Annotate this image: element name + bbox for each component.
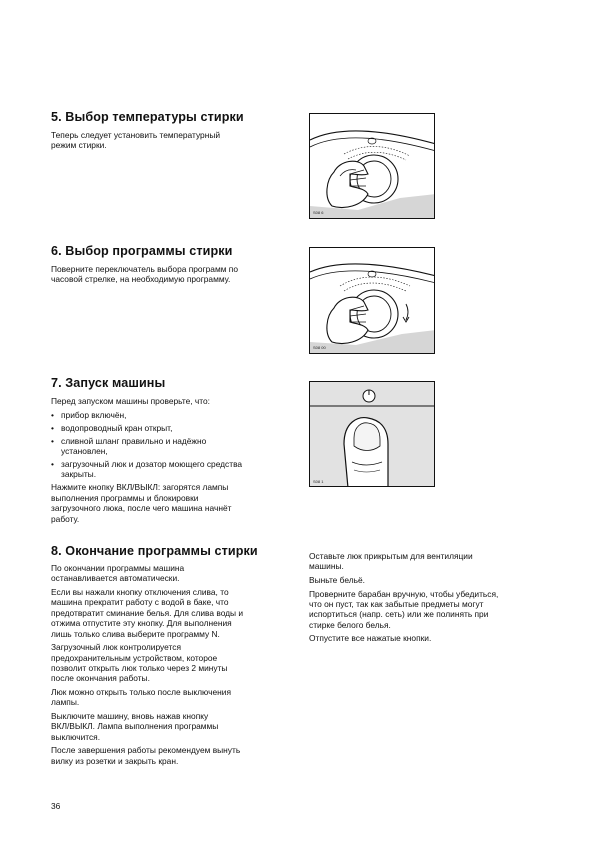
page-number: 36: [51, 801, 61, 811]
checklist-item: [51, 459, 296, 480]
section6-heading: 6. Выбор программы стирки: [51, 244, 233, 258]
text-line: Отпустите все нажатые кнопки.: [309, 633, 432, 644]
figure-code: S08 6: [313, 210, 324, 215]
program-selector-illustration: [309, 247, 435, 354]
section7-intro: Перед запуском машины проверьте, что:: [51, 396, 210, 406]
paragraph: [51, 687, 296, 708]
text-line: после окончания работы.: [51, 673, 150, 684]
paragraph: [309, 633, 549, 643]
hand-turning-selector-icon: [310, 248, 435, 354]
power-symbol: I: [368, 390, 370, 397]
text-line: Теперь следует установить температурный: [51, 130, 221, 140]
temperature-dial-illustration: [309, 113, 435, 219]
paragraph: [51, 642, 296, 684]
text-line: загрузочного люка, после чего машина начнёт: [51, 503, 232, 514]
text-line: сливной шланг правильно и надёжно: [61, 435, 207, 446]
text-line: вилку из розетки и закрыть кран.: [51, 755, 179, 766]
section7-heading: 7. Запуск машины: [51, 376, 166, 390]
figure-code: S08 00: [313, 345, 326, 350]
text-line: отжима отпустите эту кнопку. Для выполнения: [51, 618, 232, 629]
paragraph: [51, 587, 296, 639]
start-button-illustration: [309, 381, 435, 487]
text-line: позволит открыть люк только через 2 минуты: [51, 663, 228, 674]
text-line: Поверните переключатель выбора программ по: [51, 264, 238, 274]
text-line: ВКЛ/ВЫКЛ. Лампа выполнения программы: [51, 721, 219, 732]
text-line: предотвратит сминание белья. Для слива воды и: [51, 607, 244, 618]
text-line: Нажмите кнопку ВКЛ/ВЫКЛ: загорятся лампы: [51, 482, 229, 493]
section5-heading: 5. Выбор температуры стирки: [51, 110, 244, 124]
checklist: [51, 410, 296, 480]
text-line: что он пуст, так как забытые предметы могут: [309, 599, 484, 609]
text-line: Загрузочный люк контролируется: [51, 642, 181, 653]
text-line: загрузочный люк и дозатор моющего средства: [61, 459, 243, 469]
section8-heading: 8. Окончание программы стирки: [51, 544, 258, 558]
section6-text: [51, 264, 296, 288]
checklist-item: [51, 410, 296, 420]
text-line: Выньте бельё.: [309, 575, 365, 585]
section5-text: [51, 130, 291, 154]
text-line: останавливается автоматически.: [51, 573, 180, 584]
figure-code: S08 1: [313, 479, 324, 484]
paragraph: [309, 589, 549, 631]
section8-right-text: [309, 551, 549, 647]
text-line: машина прекратит работу с водой в баке, что: [51, 597, 229, 608]
text-line: выключится.: [51, 731, 101, 742]
checklist-item: [51, 423, 296, 433]
text-line: выполнения программы и блокировки: [51, 492, 199, 503]
paragraph: [309, 551, 549, 572]
section7-after: [51, 482, 296, 524]
checklist-item: [51, 436, 296, 457]
paragraph: [51, 711, 296, 742]
text-line: водопроводный кран открыт,: [61, 422, 173, 433]
text-line: работу.: [51, 513, 80, 524]
text-line: Выключите машину, вновь нажав кнопку: [51, 711, 209, 722]
text-line: прибор включён,: [61, 409, 127, 420]
text-line: предохранительным устройством, которое: [51, 652, 218, 663]
paragraph: [51, 563, 296, 584]
text-line: испортиться (напр. сеть) или же полинять при: [309, 609, 489, 620]
text-line: режим стирки.: [51, 140, 107, 151]
text-line: По окончании программы машина: [51, 563, 185, 573]
text-line: Если вы нажали кнопку отключения слива, то: [51, 587, 229, 597]
section8-left-text: [51, 563, 296, 769]
paragraph: [51, 745, 296, 766]
text-line: После завершения работы рекомендуем вынуть: [51, 745, 241, 756]
hand-turning-dial-icon: [310, 114, 435, 219]
text-line: установлен,: [61, 446, 108, 456]
text-line: Люк можно открыть только после выключения: [51, 687, 232, 698]
text-line: стирке белого белья.: [309, 619, 391, 630]
text-line: машины.: [309, 561, 344, 572]
section7-text: [51, 396, 296, 527]
text-line: лишь только слива выберите программу N.: [51, 628, 220, 639]
text-line: лампы.: [51, 697, 80, 708]
paragraph: [309, 575, 549, 585]
finger-pressing-button-icon: [310, 382, 435, 487]
text-line: Проверните барабан вручную, чтобы убедиться,: [309, 588, 499, 599]
text-line: закрыты.: [61, 469, 97, 480]
text-line: часовой стрелке, на необходимую программу.: [51, 274, 231, 285]
text-line: Оставьте люк прикрытым для вентиляции: [309, 551, 473, 561]
